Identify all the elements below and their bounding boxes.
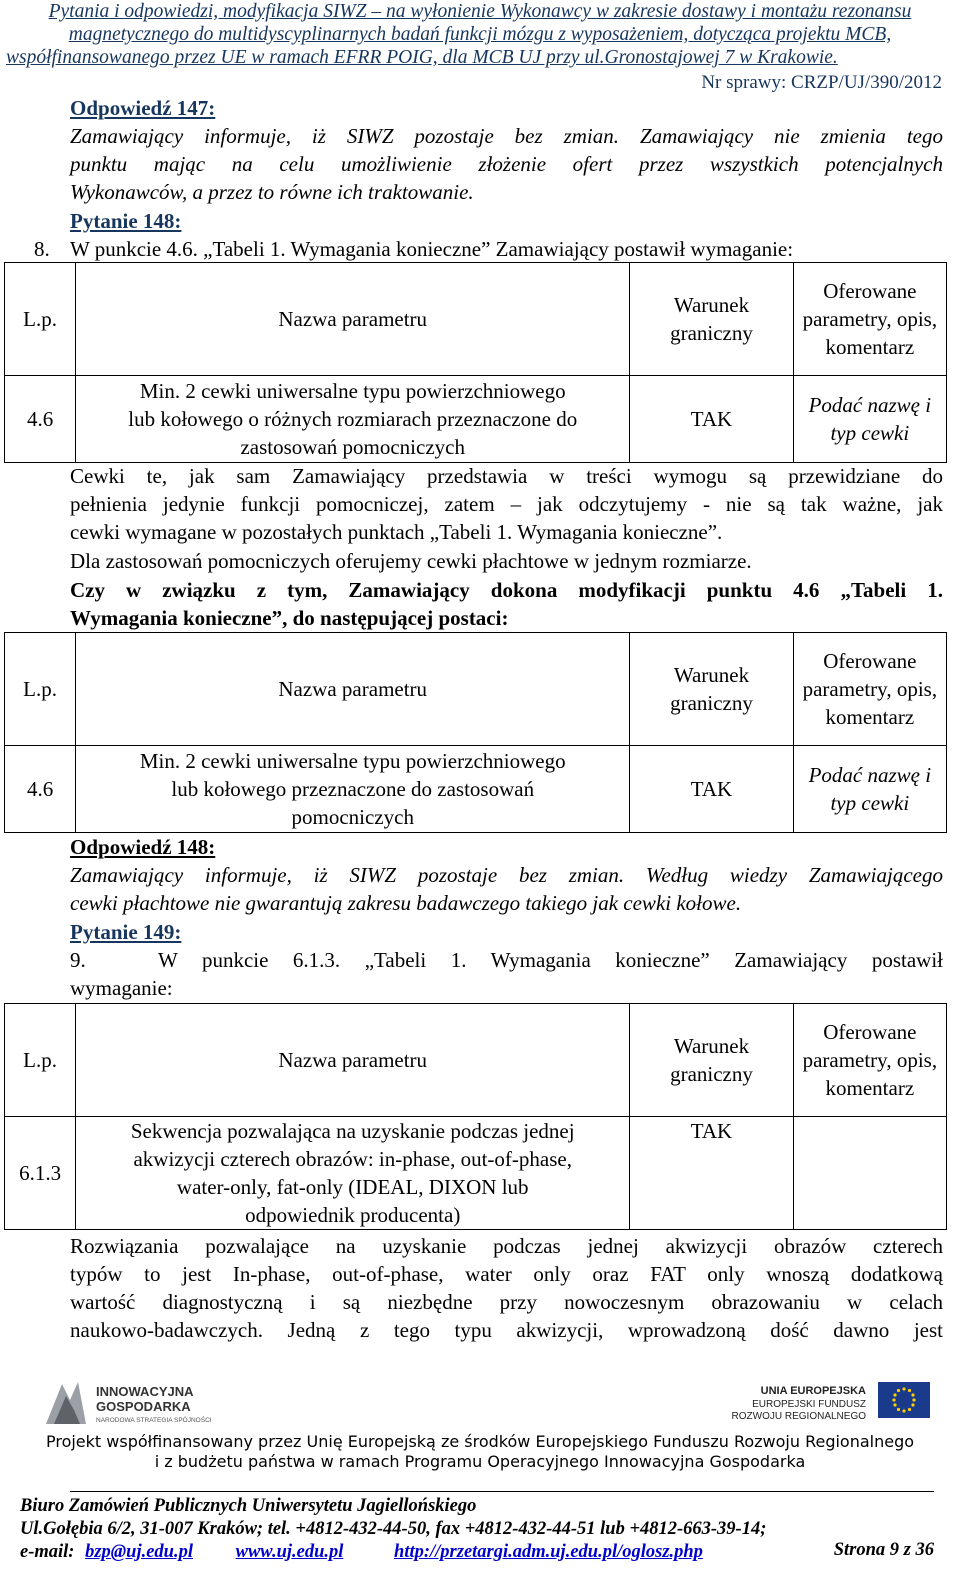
col-name-header: Nazwa parametru bbox=[76, 1004, 630, 1117]
col-name-header: Nazwa parametru bbox=[76, 263, 630, 376]
row-name-line: Min. 2 cewki uniwersalne typu powierzchniowego bbox=[139, 749, 566, 773]
page-number: Strona 9 z 36 bbox=[833, 1540, 934, 1560]
row-name-line: lub kołowego przeznaczone do zastosowań bbox=[171, 777, 535, 801]
table-header-row bbox=[5, 1004, 947, 1117]
website-link[interactable]: www.uj.edu.pl bbox=[235, 1542, 344, 1562]
requirements-table-149 bbox=[4, 1003, 947, 1230]
email-link[interactable]: bzp@uj.edu.pl bbox=[85, 1542, 193, 1562]
q148-body-line-1: Cewki te, jak sam Zamawiający przedstawia w treści wymogu są przewidziane do bbox=[70, 464, 943, 488]
table-row bbox=[5, 746, 947, 833]
q148-bold-line-2: Wymagania konieczne”, do następującej postaci: bbox=[70, 606, 509, 630]
tenders-link[interactable]: http://przetargi.adm.uj.edu.pl/oglosz.php bbox=[394, 1542, 703, 1562]
funding-line-1: Projekt współfinansowany przez Unię Europejską ze środków Europejskiego Funduszu Rozwoju Regionalnego bbox=[45, 1432, 915, 1451]
svg-text:UNIA EUROPEJSKA: UNIA EUROPEJSKA bbox=[760, 1385, 866, 1397]
answer-147-line-3: Wykonawców, a przez to równe ich traktowanie. bbox=[70, 180, 474, 204]
row-name-line: akwizycji czterech obrazów: in-phase, out-of-phase, bbox=[133, 1147, 572, 1171]
answer-148-line-2: cewki płachtowe nie gwarantują zakresu badawczego takiego jak cewki kołowe. bbox=[70, 891, 742, 915]
eu-flag-icon bbox=[878, 1382, 930, 1418]
row-name bbox=[76, 376, 630, 463]
row-name-line: water-only, fat-only (IDEAL, DIXON lub bbox=[176, 1175, 529, 1199]
col-name-header: Nazwa parametru bbox=[76, 633, 630, 746]
office-address: Ul.Gołębia 6/2, 31-007 Kraków; tel. +4812-432-44-50, fax +4812-432-44-51 lub +4812-663-39-14; bbox=[20, 1519, 767, 1539]
row-name bbox=[76, 1117, 630, 1230]
row-offer: Podać nazwę i typ cewki bbox=[793, 746, 946, 833]
funding-line-2: i z budżetu państwa w ramach Programu Operacyjnego Innowacyjna Gospodarka bbox=[154, 1452, 806, 1471]
row-name-line: zastosowań pomocniczych bbox=[240, 435, 465, 459]
table-row bbox=[5, 1117, 947, 1230]
question-149-text-line-2: wymaganie: bbox=[70, 976, 173, 1000]
col-condition-header: Warunek graniczny bbox=[630, 263, 793, 376]
col-lp-header: L.p. bbox=[5, 633, 76, 746]
q149-body-line-1: Rozwiązania pozwalające na uzyskanie podczas jednej akwizycji obrazów czterech bbox=[70, 1234, 943, 1258]
row-condition: TAK bbox=[630, 1117, 793, 1230]
col-lp-header: L.p. bbox=[5, 1004, 76, 1117]
office-name: Biuro Zamówień Publicznych Uniwersytetu Jagiellońskiego bbox=[20, 1496, 477, 1516]
row-name bbox=[76, 746, 630, 833]
contact-links bbox=[20, 1540, 703, 1564]
col-condition-header: Warunek graniczny bbox=[630, 633, 793, 746]
q149-body-line-4: naukowo-badawczych. Jedną z tego typu akwizycji, wprowadzoną dość dawno jest bbox=[70, 1318, 943, 1342]
question-148-heading: Pytanie 148: bbox=[70, 209, 182, 233]
footer-logos bbox=[0, 1370, 960, 1432]
requirements-table-original bbox=[4, 262, 947, 463]
eu-erdf-logo bbox=[648, 1374, 868, 1430]
row-lp: 4.6 bbox=[5, 376, 76, 463]
row-lp: 6.1.3 bbox=[5, 1117, 76, 1230]
row-condition: TAK bbox=[630, 376, 793, 463]
svg-text:EUROPEJSKI FUNDUSZ: EUROPEJSKI FUNDUSZ bbox=[752, 1399, 866, 1410]
q149-body-line-2: typów to jest In-phase, out-of-phase, water only oraz FAT only wnoszą dodatkową bbox=[70, 1262, 943, 1286]
innovative-economy-logo bbox=[40, 1374, 240, 1430]
answer-147-line-2: punktu mając na celu umożliwienie złożenie ofert przez wszystkich potencjalnych bbox=[70, 152, 943, 176]
q148-bold-line-1: Czy w związku z tym, Zamawiający dokona modyfikacji punktu 4.6 „Tabeli 1. bbox=[70, 578, 943, 602]
header-line-1: Pytania i odpowiedzi, modyfikacja SIWZ – na wyłonienie Wykonawcy w zakresie dostawy i montażu rezonansu bbox=[48, 1, 912, 22]
col-offer-header: Oferowane parametry, opis, komentarz bbox=[793, 633, 946, 746]
col-condition-header: Warunek graniczny bbox=[630, 1004, 793, 1117]
col-offer-header: Oferowane parametry, opis, komentarz bbox=[793, 263, 946, 376]
svg-text:GOSPODARKA: GOSPODARKA bbox=[96, 1399, 191, 1414]
svg-text:ROZWOJU REGIONALNEGO: ROZWOJU REGIONALNEGO bbox=[731, 1411, 866, 1422]
case-number: Nr sprawy: CRZP/UJ/390/2012 bbox=[701, 72, 942, 93]
question-148-text: W punkcie 4.6. „Tabeli 1. Wymagania konieczne” Zamawiający postawił wymaganie: bbox=[70, 237, 794, 261]
requirements-table-proposed bbox=[4, 632, 947, 833]
table-header-row bbox=[5, 263, 947, 376]
answer-148-heading: Odpowiedź 148: bbox=[70, 835, 216, 859]
question-148-number: 8. bbox=[34, 237, 50, 261]
question-149-number: 9. bbox=[70, 948, 86, 972]
row-name-line: pomocniczych bbox=[291, 805, 414, 829]
email-label: e-mail: bbox=[20, 1542, 75, 1562]
answer-147-line-1: Zamawiający informuje, iż SIWZ pozostaje bez zmian. Zamawiający nie zmienia tego bbox=[70, 124, 943, 148]
row-lp: 4.6 bbox=[5, 746, 76, 833]
svg-text:INNOWACYJNA: INNOWACYJNA bbox=[96, 1384, 194, 1399]
col-lp-header: L.p. bbox=[5, 263, 76, 376]
table-row bbox=[5, 376, 947, 463]
question-149-text: W punkcie 6.1.3. „Tabeli 1. Wymagania konieczne” Zamawiający postawił bbox=[158, 948, 943, 972]
row-offer: Podać nazwę i typ cewki bbox=[793, 376, 946, 463]
header-line-3: współfinansowanego przez UE w ramach EFRR POIG, dla MCB UJ przy ul.Gronostajowej 7 w Krakowie. bbox=[6, 47, 838, 68]
table-header-row bbox=[5, 633, 947, 746]
question-149-heading: Pytanie 149: bbox=[70, 920, 182, 944]
row-name-line: lub kołowego o różnych rozmiarach przeznaczone do bbox=[128, 407, 578, 431]
row-condition: TAK bbox=[630, 746, 793, 833]
footer-divider bbox=[70, 1491, 934, 1492]
header-line-2: magnetycznego do multidyscyplinarnych badań funkcji mózgu z wyposażeniem, dotycząca projektu MCB, bbox=[68, 24, 892, 45]
q148-body-line-4: Dla zastosowań pomocniczych oferujemy cewki płachtowe w jednym rozmiarze. bbox=[70, 549, 752, 573]
eu-erdf-text-icon bbox=[648, 1374, 868, 1430]
row-name-line: Min. 2 cewki uniwersalne typu powierzchniowego bbox=[139, 379, 566, 403]
col-offer-header: Oferowane parametry, opis, komentarz bbox=[793, 1004, 946, 1117]
answer-148-line-1: Zamawiający informuje, iż SIWZ pozostaje bez zmian. Według wiedzy Zamawiającego bbox=[70, 863, 943, 887]
row-name-line: odpowiednik producenta) bbox=[245, 1203, 461, 1227]
q149-body-line-3: wartość diagnostyczną i są niezbędne przy nowoczesnym obrazowaniu w celach bbox=[70, 1290, 943, 1314]
row-name-line: Sekwencja pozwalająca na uzyskanie podczas jednej bbox=[130, 1119, 575, 1143]
svg-text:NARODOWA STRATEGIA SPÓJNOŚCI: NARODOWA STRATEGIA SPÓJNOŚCI bbox=[96, 1417, 212, 1424]
q148-body-line-3: cewki wymagane w pozostałych punktach „Tabeli 1. Wymagania konieczne”. bbox=[70, 520, 723, 544]
answer-147-heading: Odpowiedź 147: bbox=[70, 96, 216, 120]
row-offer bbox=[793, 1117, 946, 1230]
innovative-economy-icon bbox=[40, 1374, 240, 1430]
q148-body-line-2: pełnienia jedynie funkcji pomocniczej, zatem – jak odczytujemy - nie są tak ważne, jak bbox=[70, 492, 943, 516]
